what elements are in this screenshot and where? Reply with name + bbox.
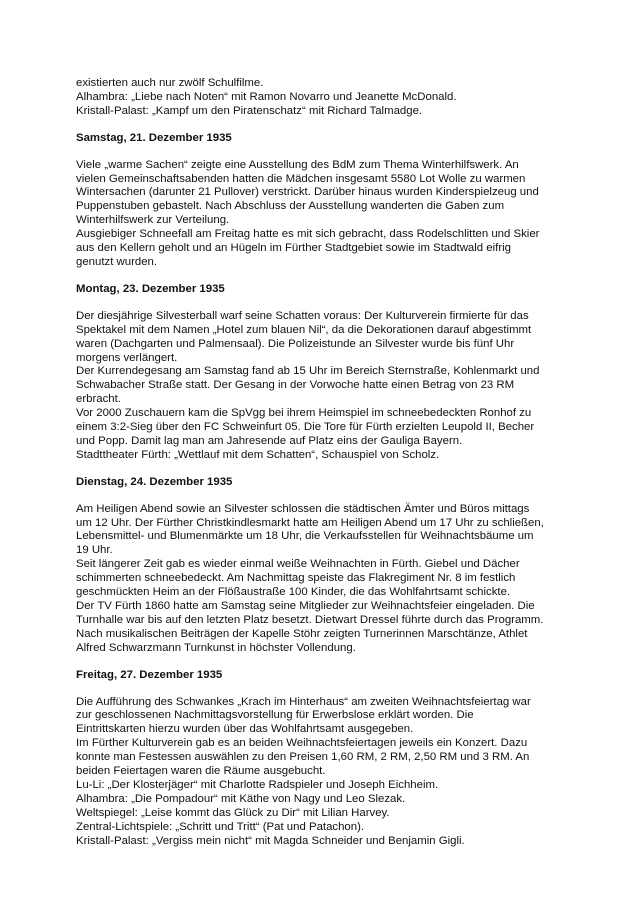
text-line: Spektakel mit dem Namen „Hotel zum blauen Nil“, da die Dekorationen darauf abgestimmt xyxy=(76,323,532,336)
text-line: Alhambra: „Die Pompadour“ mit Käthe von Nagy und Leo Slezak. xyxy=(76,792,406,805)
text-line: Weltspiegel: „Leise kommt das Glück zu Dir“ mit Lilian Harvey. xyxy=(76,806,390,819)
text-line: aus den Kellern geholt und an Hügeln im Fürther Stadtgebiet sowie im Stadtwald eifrig xyxy=(76,242,511,255)
text-line: Lebensmittel- und Blumenmärkte um 18 Uhr, die Verkaufsstellen für Weihnachtsbäume um xyxy=(76,530,534,543)
text-line: Puppenstuben gebastelt. Nach Abschluss der Ausstellung wanderten die Gaben zum xyxy=(76,200,505,213)
text-line: Alfred Schwarzmann Turnkunst in höchster Vollendung. xyxy=(76,641,356,654)
text-line: und Popp. Damit lag man am Jahresende auf Platz eins der Gauliga Bayern. xyxy=(76,434,463,447)
text-line: Im Fürther Kulturverein gab es an beiden Weihnachtsfeiertagen jeweils ein Konzert. Dazu xyxy=(76,737,528,750)
text-line: erbracht. xyxy=(76,393,121,406)
text-line: konnte man Festessen auswählen zu den Preisen 1,60 RM, 2 RM, 2,50 RM und 3 RM. An xyxy=(76,751,530,764)
text-line: Ausgiebiger Schneefall am Freitag hatte es mit sich gebracht, dass Rodelschlitten und Skier xyxy=(76,228,540,241)
text-line: beiden Feiertagen waren die Räume ausgebucht. xyxy=(76,765,326,778)
text-line: Kristall-Palast: „Kampf um den Piratenschatz“ mit Richard Talmadge. xyxy=(76,104,423,117)
text-line: Vor 2000 Zuschauern kam die SpVgg bei ihrem Heimspiel im schneebedeckten Ronhof zu xyxy=(76,407,532,420)
section-heading: Samstag, 21. Dezember 1935 xyxy=(76,131,232,144)
text-line: Der Kurrendegesang am Samstag fand ab 15 Uhr im Bereich Sternstraße, Kohlenmarkt und xyxy=(76,365,540,378)
text-line: Viele „warme Sachen“ zeigte eine Ausstellung des BdM zum Thema Winterhilfswerk. An xyxy=(76,158,519,171)
section-5 xyxy=(76,669,576,849)
text-line: schimmerten schneebedeckt. Am Nachmittag speiste das Flakregiment Nr. 8 im festlich xyxy=(76,572,516,585)
text-line: Wintersachen (darunter 21 Pullover) verstrickt. Darüber hinaus wurden Kinderspielzeug und xyxy=(76,186,539,199)
section-heading: Montag, 23. Dezember 1935 xyxy=(76,282,225,295)
text-line: Nach musikalischen Beiträgen der Kapelle Stöhr zeigten Turnerinnen Marschtänze, Athlet xyxy=(76,627,528,640)
text-line: Eintrittskarten hierzu wurden über das Wohlfahrtsamt ausgegeben. xyxy=(76,723,414,736)
section-heading: Freitag, 27. Dezember 1935 xyxy=(76,668,223,681)
text-line: um 12 Uhr. Der Fürther Christkindlesmarkt hatte am Heiligen Abend um 17 Uhr zu schließen, xyxy=(76,516,544,529)
section-2 xyxy=(76,132,576,270)
text-line: vielen Gemeinschaftsabenden hatten die Mädchen insgesamt 5580 Lot Wolle zu warmen xyxy=(76,172,526,185)
text-line: 19 Uhr. xyxy=(76,544,113,557)
text-line: einem 3:2-Sieg über den FC Schweinfurt 05. Die Tore für Fürth erzielten Leupold II, Becher xyxy=(76,421,535,434)
text-line: Der diesjährige Silvesterball warf seine Schatten voraus: Der Kulturverein firmierte für das xyxy=(76,309,529,322)
text-line: Lu-Li: „Der Klosterjäger“ mit Charlotte Radspieler und Joseph Eichheim. xyxy=(76,778,439,791)
text-line: Seit längerer Zeit gab es wieder einmal weiße Weihnachten in Fürth. Giebel und Dächer xyxy=(76,558,520,571)
text-line: Schwabacher Straße statt. Der Gesang in der Vorwoche hatte einen Betrag von 23 RM xyxy=(76,379,515,392)
text-line: geschmückten Heim an der Flößaustraße 100 Kinder, die das Wohlfahrtsamt schickte. xyxy=(76,586,511,599)
text-line: waren (Dachgarten und Palmensaal). Die Polizeistunde an Silvester wurde bis fünf Uhr xyxy=(76,337,515,350)
text-line: Turnhalle war bis auf den letzten Platz besetzt. Dietwart Dressel führte durch das Programm. xyxy=(76,613,544,626)
text-line: morgens verlängert. xyxy=(76,351,178,364)
text-line: Die Aufführung des Schwankes „Krach im Hinterhaus“ am zweiten Weihnachtsfeiertag war xyxy=(76,695,531,708)
section-3 xyxy=(76,283,576,463)
text-line: Alhambra: „Liebe nach Noten“ mit Ramon Novarro und Jeanette McDonald. xyxy=(76,90,457,103)
text-line: Am Heiligen Abend sowie an Silvester schlossen die städtischen Ämter und Büros mittags xyxy=(76,502,530,515)
text-line: Kristall-Palast: „Vergiss mein nicht“ mit Magda Schneider und Benjamin Gigli. xyxy=(76,834,465,847)
text-line: zur geschlossenen Nachmittagsvorstellung für Erwerbslose erklärt worden. Die xyxy=(76,709,474,722)
text-line: genutzt wurden. xyxy=(76,255,158,268)
document-page xyxy=(76,77,576,849)
text-line: Winterhilfswerk zur Verteilung. xyxy=(76,214,230,227)
text-line: existierten auch nur zwölf Schulfilme. xyxy=(76,77,264,89)
section-4 xyxy=(76,476,576,656)
section-heading: Dienstag, 24. Dezember 1935 xyxy=(76,475,233,488)
text-line: Zentral-Lichtspiele: „Schritt und Tritt“ (Pat und Patachon). xyxy=(76,820,365,833)
text-line: Stadttheater Fürth: „Wettlauf mit dem Schatten“, Schauspiel von Scholz. xyxy=(76,448,440,461)
text-line: Der TV Fürth 1860 hatte am Samstag seine Mitglieder zur Weihnachtsfeier eingeladen. Die xyxy=(76,600,535,612)
intro-block xyxy=(76,77,576,119)
